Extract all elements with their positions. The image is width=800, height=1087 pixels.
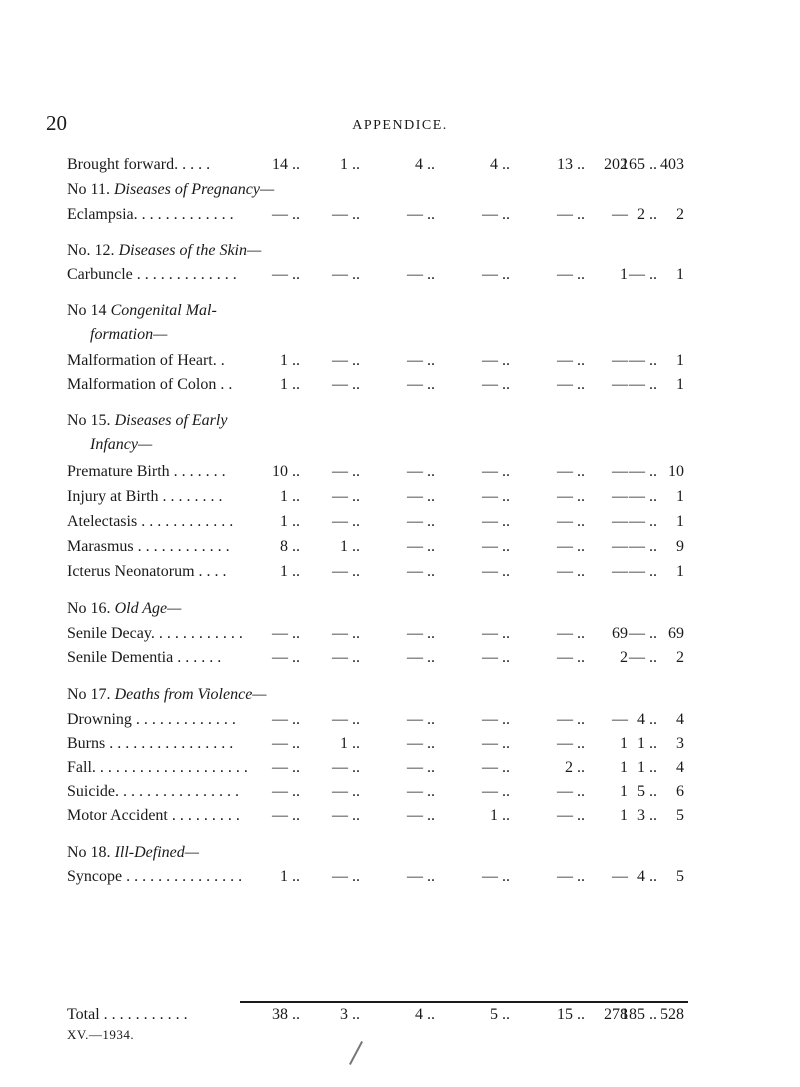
table-cell: — .. <box>557 352 585 369</box>
table-cell: — .. <box>557 206 585 223</box>
table-cell: — .. <box>407 649 435 666</box>
table-row <box>0 153 800 177</box>
section-title <box>67 178 274 202</box>
table-cell: — .. <box>407 868 435 885</box>
table-cell: 403 <box>660 156 684 173</box>
table-cell: — .. <box>557 513 585 530</box>
table-cell: 1 .. <box>637 735 657 752</box>
row-label: Fall. . . . . . . . . . . . . . . . . . . . <box>67 759 248 776</box>
table-cell: 10 <box>668 463 684 480</box>
table-cell: — .. <box>557 711 585 728</box>
table-cell: 1 <box>620 807 628 824</box>
table-cell: 1 <box>620 735 628 752</box>
footer-note: XV.—1934. <box>67 1027 135 1042</box>
table-cell: 14 .. <box>272 156 300 173</box>
table-cell: — .. <box>272 783 300 800</box>
table-cell: 8 .. <box>280 538 300 555</box>
table-cell: — .. <box>482 513 510 530</box>
table-cell: — .. <box>407 206 435 223</box>
total-row <box>0 1003 800 1027</box>
table-cell: — .. <box>407 463 435 480</box>
table-cell: — .. <box>407 266 435 283</box>
section-name: Diseases of the Skin— <box>118 242 262 259</box>
table-cell: — <box>612 463 628 480</box>
table-cell: — .. <box>482 735 510 752</box>
row-label: Carbuncle . . . . . . . . . . . . . <box>67 266 237 283</box>
table-cell: — .. <box>557 868 585 885</box>
table-cell: — .. <box>407 711 435 728</box>
table-cell: — .. <box>482 463 510 480</box>
table-cell: — <box>612 352 628 369</box>
table-cell: 1 .. <box>490 807 510 824</box>
table-cell: — .. <box>407 735 435 752</box>
table-cell: — .. <box>332 807 360 824</box>
table-cell: 3 .. <box>637 807 657 824</box>
total-cell: 528 <box>660 1006 684 1023</box>
total-cell: 4 .. <box>415 1006 435 1023</box>
row-label: Marasmus . . . . . . . . . . . . <box>67 538 230 555</box>
total-cell: 185 .. <box>621 1006 657 1023</box>
section-number: No 15. <box>67 412 111 429</box>
table-cell: — <box>612 376 628 393</box>
table-cell: — .. <box>332 649 360 666</box>
table-cell: 1 <box>676 376 684 393</box>
table-cell: — .. <box>482 563 510 580</box>
table-row <box>0 708 800 732</box>
row-label: Senile Decay. . . . . . . . . . . . <box>67 625 243 642</box>
section-title <box>67 409 227 433</box>
row-label: Suicide. . . . . . . . . . . . . . . . <box>67 783 239 800</box>
table-row <box>0 865 800 889</box>
table-cell: — .. <box>482 352 510 369</box>
table-cell: 1 <box>676 513 684 530</box>
table-cell: 1 .. <box>280 488 300 505</box>
table-cell: — .. <box>272 266 300 283</box>
section-number: No. 12. <box>67 242 115 259</box>
table-cell: — .. <box>332 513 360 530</box>
table-cell: 4 .. <box>490 156 510 173</box>
section-number: No 16. <box>67 600 111 617</box>
table-cell: — .. <box>272 649 300 666</box>
section-heading <box>0 299 800 323</box>
table-cell: 1 <box>676 563 684 580</box>
table-cell: — .. <box>557 463 585 480</box>
section-name: Old Age— <box>114 600 182 617</box>
table-cell: 69 <box>612 625 628 642</box>
section-number: No 14 <box>67 302 107 319</box>
table-cell: — .. <box>557 538 585 555</box>
table-cell: — .. <box>629 463 657 480</box>
table-cell: — .. <box>332 783 360 800</box>
table-cell: 69 <box>668 625 684 642</box>
table-cell: — .. <box>332 868 360 885</box>
row-label: Icterus Neonatorum . . . . <box>67 563 227 580</box>
table-cell: — .. <box>332 488 360 505</box>
row-label: Motor Accident . . . . . . . . . <box>67 807 240 824</box>
table-cell: — .. <box>557 488 585 505</box>
table-cell: 1 .. <box>280 513 300 530</box>
table-cell: — <box>612 711 628 728</box>
section-name: Ill-Defined— <box>114 844 199 861</box>
table-cell: 5 .. <box>637 783 657 800</box>
row-label: Malformation of Heart. . <box>67 352 225 369</box>
section-name: Deaths from Violence— <box>114 686 267 703</box>
table-cell: — .. <box>332 711 360 728</box>
table-cell: — .. <box>629 266 657 283</box>
table-cell: — .. <box>629 649 657 666</box>
table-cell: — .. <box>482 711 510 728</box>
section-heading <box>0 178 800 202</box>
table-cell: 9 <box>676 538 684 555</box>
table-cell: 1 <box>676 352 684 369</box>
table-cell: 1 .. <box>340 538 360 555</box>
table-cell: — .. <box>557 783 585 800</box>
table-cell: — .. <box>629 538 657 555</box>
section-name: Congenital Mal- <box>110 302 217 319</box>
table-cell: — .. <box>332 376 360 393</box>
table-cell: — .. <box>629 376 657 393</box>
table-cell: — .. <box>332 563 360 580</box>
table-row <box>0 732 800 756</box>
table-cell: 1 .. <box>280 352 300 369</box>
table-cell: — .. <box>272 807 300 824</box>
table-cell: 2 .. <box>637 206 657 223</box>
total-cell: 38 .. <box>272 1006 300 1023</box>
section-title <box>67 239 261 263</box>
table-cell: 6 <box>676 783 684 800</box>
table-row <box>0 756 800 780</box>
table-cell: — .. <box>557 807 585 824</box>
table-row <box>0 510 800 534</box>
table-cell: — .. <box>272 735 300 752</box>
table-row <box>0 485 800 509</box>
table-row <box>0 560 800 584</box>
section-name: Diseases of Pregnancy— <box>113 181 275 198</box>
table-row <box>0 804 800 828</box>
table-cell: — <box>612 513 628 530</box>
table-cell: — .. <box>272 711 300 728</box>
section-heading <box>0 683 800 707</box>
table-cell: — <box>612 538 628 555</box>
table-cell: — .. <box>629 488 657 505</box>
table-cell: 4 <box>676 759 684 776</box>
table-cell: 1 <box>620 759 628 776</box>
total-cell: 3 .. <box>340 1006 360 1023</box>
section-name: formation— <box>90 326 168 343</box>
table-cell: 5 <box>676 868 684 885</box>
section-title <box>67 841 199 865</box>
table-cell: — .. <box>407 759 435 776</box>
section-heading-continued <box>0 433 800 457</box>
section-number: No 18. <box>67 844 111 861</box>
table-cell: 1 .. <box>280 868 300 885</box>
table-row <box>0 780 800 804</box>
table-cell: — .. <box>407 513 435 530</box>
total-label: Total . . . . . . . . . . . <box>67 1006 188 1023</box>
table-cell: — .. <box>407 563 435 580</box>
table-cell: — .. <box>482 868 510 885</box>
table-cell: 2 .. <box>565 759 585 776</box>
total-cell: 278 <box>604 1006 628 1023</box>
section-heading <box>0 841 800 865</box>
table-cell: 202 <box>604 156 628 173</box>
row-label: Injury at Birth . . . . . . . . <box>67 488 223 505</box>
table-cell: — .. <box>482 625 510 642</box>
table-cell: — <box>612 488 628 505</box>
table-cell: — .. <box>557 266 585 283</box>
row-label: Burns . . . . . . . . . . . . . . . . <box>67 735 234 752</box>
table-cell: — .. <box>407 783 435 800</box>
table-cell: — .. <box>407 625 435 642</box>
table-cell: 10 .. <box>272 463 300 480</box>
section-title <box>67 299 217 323</box>
section-heading <box>0 597 800 621</box>
page-number: 20 <box>46 111 67 135</box>
table-cell: 1 <box>676 488 684 505</box>
table-cell: 1 .. <box>340 156 360 173</box>
table-cell: — .. <box>482 538 510 555</box>
table-cell: — <box>612 868 628 885</box>
table-cell: — .. <box>557 649 585 666</box>
row-label: Eclampsia. . . . . . . . . . . . . <box>67 206 234 223</box>
table-cell: — .. <box>482 488 510 505</box>
table-cell: 3 <box>676 735 684 752</box>
table-cell: — .. <box>482 266 510 283</box>
row-label: Syncope . . . . . . . . . . . . . . . <box>67 868 243 885</box>
table-cell: 2 <box>676 206 684 223</box>
table-cell: — .. <box>332 352 360 369</box>
total-cell: 15 .. <box>557 1006 585 1023</box>
table-cell: — .. <box>629 563 657 580</box>
section-name: Infancy— <box>90 436 153 453</box>
table-cell: — .. <box>272 625 300 642</box>
row-label: Senile Dementia . . . . . . <box>67 649 222 666</box>
table-cell: — .. <box>407 538 435 555</box>
table-cell: 2 <box>676 649 684 666</box>
row-label: Premature Birth . . . . . . . <box>67 463 226 480</box>
table-cell: — .. <box>629 352 657 369</box>
table-cell: — <box>612 206 628 223</box>
table-cell: — .. <box>557 563 585 580</box>
table-cell: 1 <box>620 266 628 283</box>
section-heading-continued <box>0 323 800 347</box>
table-cell: 1 <box>676 266 684 283</box>
table-row <box>0 203 800 227</box>
table-cell: — .. <box>332 206 360 223</box>
table-cell: 1 .. <box>637 759 657 776</box>
table-cell: — .. <box>407 807 435 824</box>
row-label: Brought forward. . . . . <box>67 156 211 173</box>
table-row <box>0 535 800 559</box>
table-cell: — .. <box>332 266 360 283</box>
table-cell: 1 <box>620 783 628 800</box>
row-label: Atelectasis . . . . . . . . . . . . <box>67 513 234 530</box>
running-head: APPENDICE. <box>352 118 448 133</box>
table-cell: — .. <box>332 625 360 642</box>
table-cell: — .. <box>482 649 510 666</box>
table-row <box>0 349 800 373</box>
table-cell: 4 .. <box>637 868 657 885</box>
section-name: Diseases of Early <box>114 412 228 429</box>
table-row <box>0 373 800 397</box>
table-cell: — .. <box>482 783 510 800</box>
table-cell: — .. <box>407 352 435 369</box>
table-cell: — .. <box>332 463 360 480</box>
table-row <box>0 263 800 287</box>
table-cell: — .. <box>629 625 657 642</box>
section-number: No 11. <box>67 181 110 198</box>
table-row <box>0 460 800 484</box>
table-cell: 4 .. <box>415 156 435 173</box>
table-cell: — .. <box>272 206 300 223</box>
section-title <box>67 683 267 707</box>
table-cell: — .. <box>482 376 510 393</box>
section-number: No 17. <box>67 686 111 703</box>
table-cell: — .. <box>557 735 585 752</box>
table-row <box>0 622 800 646</box>
row-label: Malformation of Colon . . <box>67 376 233 393</box>
table-cell: 5 <box>676 807 684 824</box>
table-cell: — .. <box>557 625 585 642</box>
table-cell: — .. <box>482 206 510 223</box>
table-cell: 1 .. <box>340 735 360 752</box>
table-cell: — .. <box>557 376 585 393</box>
table-cell: 2 <box>620 649 628 666</box>
table-cell: — .. <box>332 759 360 776</box>
table-cell: 1 .. <box>280 563 300 580</box>
table-row <box>0 646 800 670</box>
table-cell: — <box>612 563 628 580</box>
table-cell: 4 <box>676 711 684 728</box>
table-cell: — .. <box>407 488 435 505</box>
table-cell: — .. <box>272 759 300 776</box>
row-label: Drowning . . . . . . . . . . . . . <box>67 711 236 728</box>
section-heading <box>0 239 800 263</box>
section-title <box>67 597 181 621</box>
table-cell: 1 .. <box>280 376 300 393</box>
table-cell: 13 .. <box>557 156 585 173</box>
table-cell: — .. <box>482 759 510 776</box>
table-cell: 4 .. <box>637 711 657 728</box>
table-cell: — .. <box>407 376 435 393</box>
section-heading <box>0 409 800 433</box>
table-cell: — .. <box>629 513 657 530</box>
total-cell: 5 .. <box>490 1006 510 1023</box>
table-cell: 165 .. <box>621 156 657 173</box>
